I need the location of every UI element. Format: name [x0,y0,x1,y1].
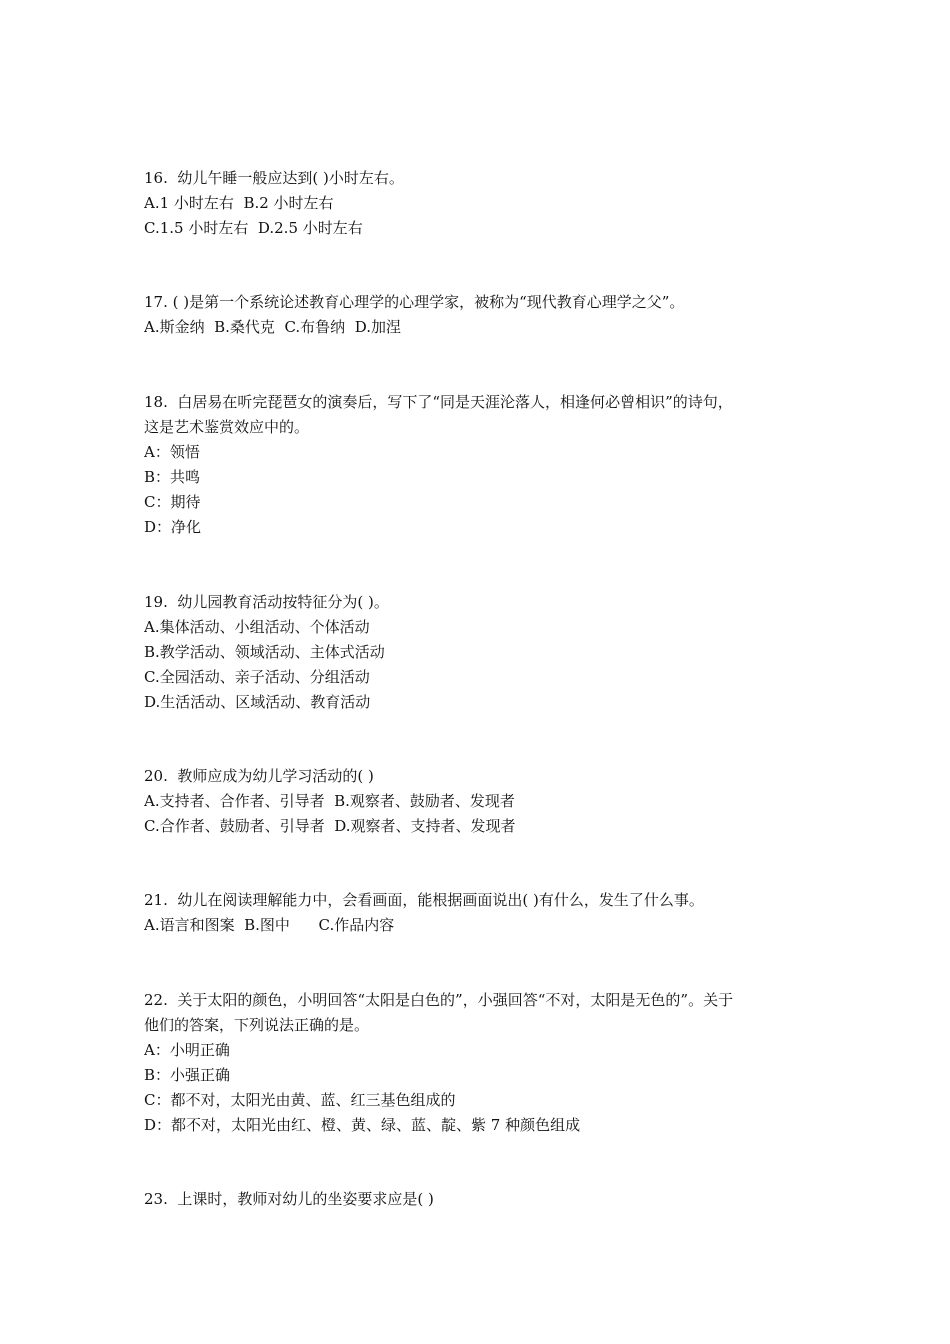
question-stem: 16. 幼儿午睡一般应达到( )小时左右。 [144,169,404,187]
question-17 [144,290,814,340]
answer-options: A.1 小时左右 B.2 小时左右 [144,194,334,212]
answer-options: A.斯金纳 B.桑代克 C.布鲁纳 D.加涅 [144,318,401,336]
answer-option-a: A：小明正确 [144,1041,230,1059]
question-19 [144,590,814,715]
question-stem-continued: 这是艺术鉴赏效应中的。 [144,418,310,436]
answer-option-c: C.全园活动、亲子活动、分组活动 [144,668,370,686]
question-stem-continued: 他们的答案，下列说法正确的是。 [144,1016,370,1034]
question-16 [144,166,814,241]
answer-option-d: D.生活活动、区域活动、教育活动 [144,693,371,711]
question-20 [144,764,814,839]
answer-option-b: B：共鸣 [144,468,201,486]
question-23 [144,1187,814,1212]
question-stem: 21. 幼儿在阅读理解能力中，会看画面，能根据画面说出( )有什么，发生了什么事。 [144,891,704,909]
question-22 [144,988,814,1138]
answer-option-a: A.集体活动、小组活动、个体活动 [144,618,370,636]
answer-options: A.语言和图案 B.图中 C.作品内容 [144,916,395,934]
answer-options: C.1.5 小时左右 D.2.5 小时左右 [144,219,363,237]
answer-option-d: D：净化 [144,518,202,536]
answer-options: C.合作者、鼓励者、引导者 D.观察者、支持者、发现者 [144,817,516,835]
question-stem: 22. 关于太阳的颜色，小明回答“太阳是白色的”，小强回答“不对，太阳是无色的”。关于 [144,991,734,1009]
answer-options: A.支持者、合作者、引导者 B.观察者、鼓励者、发现者 [144,792,515,810]
question-stem: 19. 幼儿园教育活动按特征分为( )。 [144,593,389,611]
answer-option-c: C：期待 [144,493,201,511]
answer-option-c: C：都不对，太阳光由黄、蓝、红三基色组成的 [144,1091,456,1109]
question-stem: 18. 白居易在听完琵琶女的演奏后，写下了“同是天涯沦落人，相逢何必曾相识”的诗句， [144,393,733,411]
answer-option-d: D：都不对，太阳光由红、橙、黄、绿、蓝、靛、紫 7 种颜色组成 [144,1116,581,1134]
answer-option-b: B：小强正确 [144,1066,231,1084]
answer-option-b: B.教学活动、领域活动、主体式活动 [144,643,385,661]
question-stem: 23. 上课时，教师对幼儿的坐姿要求应是( ) [144,1190,434,1208]
answer-option-a: A：领悟 [144,443,200,461]
question-stem: 17. ( )是第一个系统论述教育心理学的心理学家，被称为“现代教育心理学之父”。 [144,293,685,311]
question-stem: 20. 教师应成为幼儿学习活动的( ) [144,767,374,785]
question-18 [144,390,814,540]
question-21 [144,888,814,938]
